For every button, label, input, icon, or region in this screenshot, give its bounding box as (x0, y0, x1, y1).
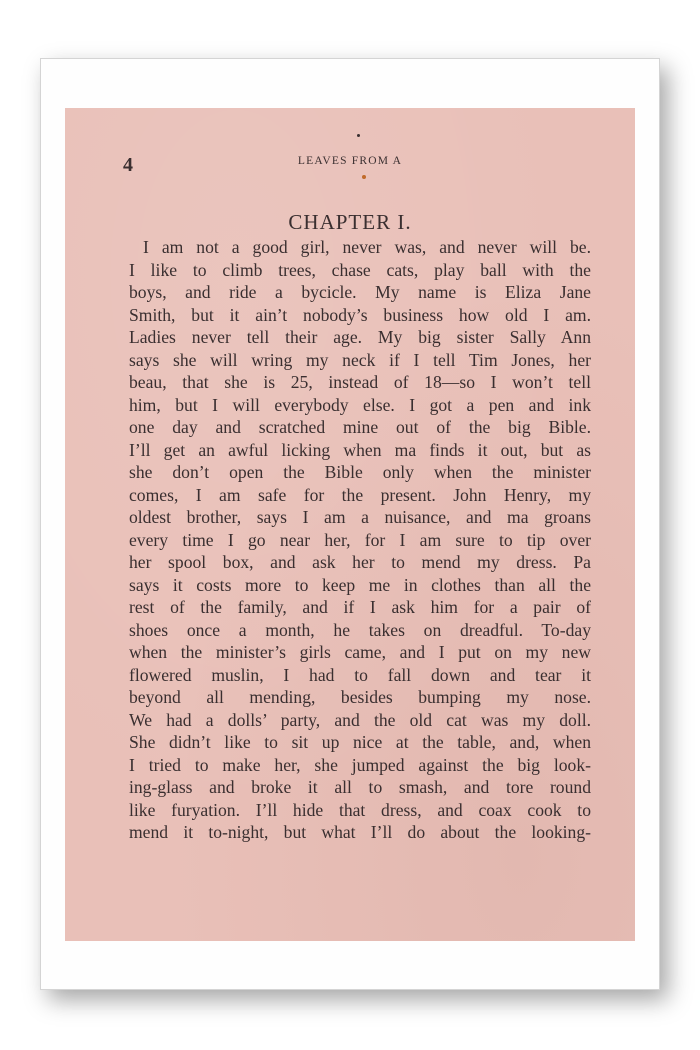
text-line: oldest brother, says I am a nuisance, and ma groans (129, 507, 591, 527)
text-line: I am not a good girl, never was, and never will be. (143, 237, 591, 257)
text-line: one day and scratched mine out of the big Bible. (129, 417, 591, 437)
ornament-dot (362, 175, 366, 179)
text-line: she don’t open the Bible only when the minister (129, 462, 591, 482)
text-line: her spool box, and ask her to mend my dress. Pa (129, 552, 591, 572)
text-line: I like to climb trees, chase cats, play ball with the (129, 259, 591, 280)
text-line: boys, and ride a bycicle. My name is Eliza Jane (129, 282, 591, 302)
text-line: flowered muslin, I had to fall down and tear it (129, 664, 591, 685)
text-line: says she will wring my neck if I tell Tim Jones, her (129, 349, 591, 370)
ink-speck (357, 134, 360, 137)
running-head: LEAVES FROM A (297, 155, 403, 167)
mounted-page-card (40, 58, 660, 990)
chapter-title: CHAPTER I. (288, 210, 412, 234)
text-line: Ladies never tell their age. My big sister Sally Ann (129, 327, 591, 347)
text-line: like furyation. I’ll hide that dress, and coax cook to (129, 799, 591, 820)
text-line: every time I go near her, for I am sure to tip over (129, 529, 591, 550)
text-line: beyond all mending, besides bumping my nose. (129, 687, 591, 707)
text-line: comes, I am safe for the present. John Henry, my (129, 484, 591, 505)
text-line: ing-glass and broke it all to smash, and tore round (129, 777, 591, 797)
book-page (65, 108, 635, 941)
text-line: beau, that she is 25, instead of 18—so I won’t tell (129, 372, 591, 392)
text-line: says it costs more to keep me in clothes than all the (129, 574, 591, 595)
text-line: when the minister’s girls came, and I put on my new (129, 642, 591, 662)
text-line: him, but I will everybody else. I got a pen and ink (129, 394, 591, 415)
text-line: mend it to-night, but what I’ll do about the looking- (129, 822, 591, 842)
text-line: shoes once a month, he takes on dreadful. To-day (129, 619, 591, 640)
text-line: rest of the family, and if I ask him for a pair of (129, 597, 591, 617)
page-number: 4 (123, 154, 133, 176)
text-line: I’ll get an awful licking when ma finds it out, but as (129, 439, 591, 460)
text-line: I tried to make her, she jumped against the big look- (129, 754, 591, 775)
text-line: Smith, but it ain’t nobody’s business how old I am. (129, 304, 591, 325)
chapter-body-text (129, 236, 591, 844)
text-line: We had a dolls’ party, and the old cat was my doll. (129, 709, 591, 730)
text-line: She didn’t like to sit up nice at the table, and, when (129, 732, 591, 752)
